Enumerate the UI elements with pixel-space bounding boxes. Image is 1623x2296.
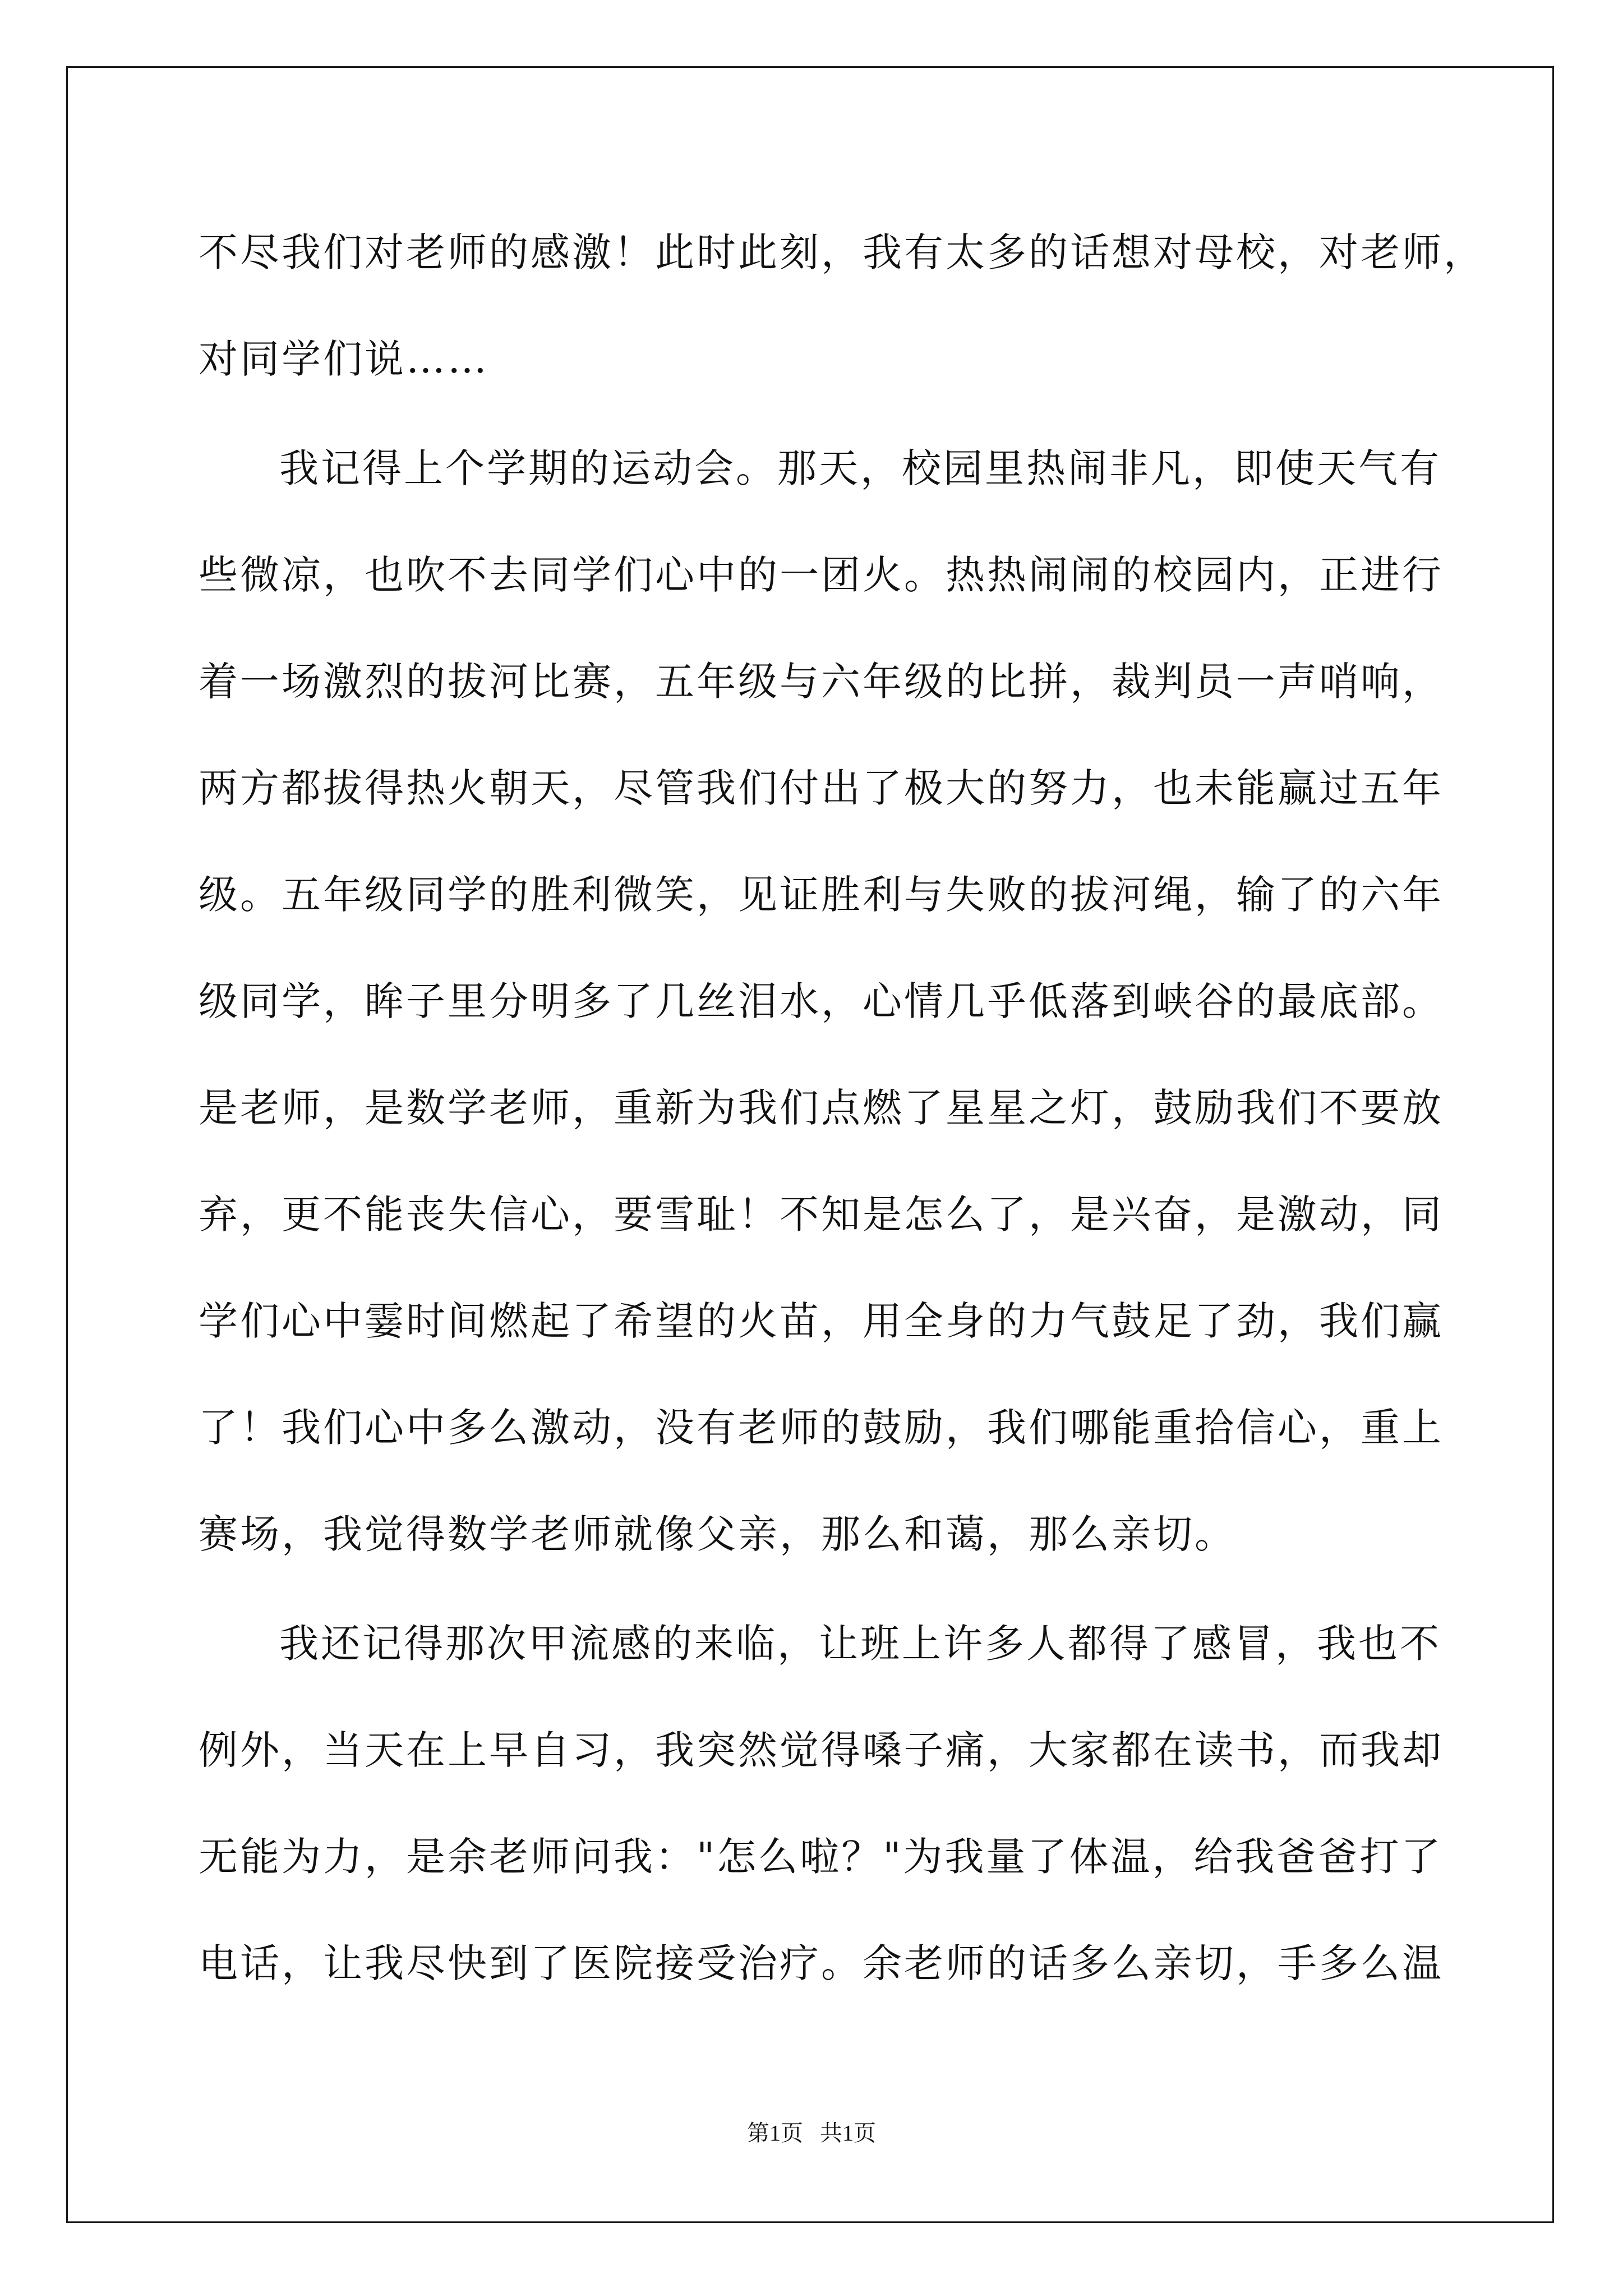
text-line: 电话，让我尽快到了医院接受治疗。余老师的话多么亲切，手多么温 [199,1940,1444,1986]
text-line: 是老师，是数学老师，重新为我们点燃了星星之灯，鼓励我们不要放 [199,1085,1444,1131]
text-line: 不尽我们对老师的感激！此时此刻，我有太多的话想对母校，对老师， [199,229,1485,275]
page-border [66,66,1554,2223]
text-line: 两方都拔得热火朝天，尽管我们付出了极大的努力，也未能赢过五年 [199,765,1444,811]
text-line: 弃，更不能丧失信心，要雪耻！不知是怎么了，是兴奋，是激动，同 [199,1191,1444,1237]
paragraph-first-line: 我还记得那次甲流感的来临，让班上许多人都得了感冒，我也不 [279,1621,1441,1667]
text-line: 学们心中霎时间燃起了希望的火苗，用全身的力气鼓足了劲，我们赢 [199,1298,1444,1344]
text-line: 级同学，眸子里分明多了几丝泪水，心情几乎低落到峡谷的最底部。 [199,978,1444,1024]
text-line: 对同学们说…… [199,336,489,382]
text-line: 着一场激烈的拔河比赛，五年级与六年级的比拼，裁判员一声哨响， [199,659,1444,705]
text-line: 些微凉，也吹不去同学们心中的一团火。热热闹闹的校园内，正进行 [199,552,1444,598]
text-line: 无能为力，是余老师问我："怎么啦？"为我量了体温，给我爸爸打了 [199,1834,1443,1880]
page-number-footer: 第1页 共1页 [747,2120,876,2146]
text-line: 级。五年级同学的胜利微笑，见证胜利与失败的拔河绳，输了的六年 [199,872,1444,918]
text-line: 例外，当天在上早自习，我突然觉得嗓子痛，大家都在读书，而我却 [199,1727,1444,1773]
text-line: 了！我们心中多么激动，没有老师的鼓励，我们哪能重拾信心，重上 [199,1405,1444,1451]
text-line: 赛场，我觉得数学老师就像父亲，那么和蔼，那么亲切。 [199,1511,1236,1557]
paragraph-first-line: 我记得上个学期的运动会。那天，校园里热闹非凡，即使天气有 [279,445,1441,491]
